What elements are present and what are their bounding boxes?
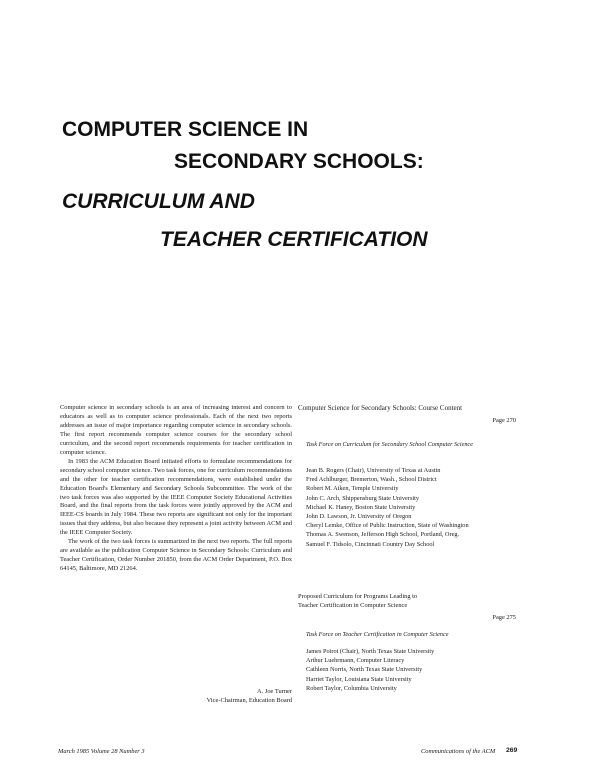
contents-heading: Computer Science for Secondary Schools: Course Content — [298, 404, 463, 412]
member-item: John D. Lawson, Jr. University of Oregon — [306, 513, 412, 521]
proposed-heading-line: Teacher Certification in Computer Science — [298, 601, 408, 609]
intro-paragraph: Computer science in secondary schools is an area of increasing interest and concern to educators as well as to computer science professionals. Each of the next two reports addresses an issue of major importance regarding computer science in secondary schools. The first report recommends computer science courses for the secondary school curriculum, and the second report recommends requirements for teacher certification in computer science. — [60, 404, 292, 456]
page-reference: Page 275 — [492, 614, 516, 621]
page-number: 269 — [506, 747, 518, 754]
member-item: Michael K. Haney, Boston State University — [306, 503, 416, 511]
task-force-heading: Task Force on Teacher Certification in Computer Science — [306, 631, 449, 638]
member-item: Jean B. Rogers (Chair), University of Texas at Austin — [306, 467, 441, 474]
proposed-heading-line: Proposed Curriculum for Programs Leading to — [298, 593, 418, 600]
page-reference: Page 270 — [492, 417, 516, 424]
title-line-2: SECONDARY SCHOOLS: — [174, 150, 424, 173]
intro-column — [60, 404, 292, 574]
proposed-curriculum-heading — [298, 593, 518, 611]
intro-paragraph: In 1983 the ACM Education Board initiated efforts to formulate recommendations for secondary school computer science. Two task forces, one for curriculum recommendations and the other for teacher certification recommendations, were established under the Education Board's Elementary and Secondary Schools Subcommittee. The work of the two task forces was also supported by the IEEE Computer Society Educational Activities Board, and the final reports from the task forces were jointly approved by the ACM and IEEE-CS boards in July 1984. These two reports are significant not only for the important issues that they address, but also because they represent a joint activity between ACM and the IEEE Computer Society. — [60, 457, 292, 537]
title-line-4: TEACHER CERTIFICATION — [160, 228, 428, 251]
member-item: Thomas A. Swenson, Jefferson High School, Portland, Oreg. — [306, 531, 460, 539]
title-line-1: COMPUTER SCIENCE IN — [62, 118, 309, 141]
member-item: John C. Arch, Shippensburg State University — [306, 494, 420, 502]
intro-paragraph: The work of the two task forces is summarized in the next two reports. The full reports are available as the publication Computer Science in Secondary Schools: Curriculum and Teacher Certification, Order Number 201850, from the ACM Order Department, P.O. Box 64145, Baltimore, MD 21264. — [60, 538, 292, 573]
signature-name: A. Joe Turner — [257, 688, 292, 695]
signature-role: Vice-Chairman, Education Board — [206, 697, 292, 704]
title-line-3: CURRICULUM AND — [62, 190, 255, 213]
member-item: Harriet Taylor, Louisiana State University — [306, 675, 412, 683]
member-list — [306, 647, 521, 693]
footer-journal-name: Communications of the ACM — [421, 748, 496, 755]
member-item: Arthur Luehrmann, Computer Literacy — [306, 657, 405, 665]
member-item: Robert M. Aiken, Temple University — [306, 485, 399, 493]
member-item: Cheryl Lemke, Office of Public Instruction, State of Washington — [306, 522, 469, 530]
member-item: Fred Achlburger, Bremerton, Wash., School District — [306, 476, 437, 484]
member-list — [306, 466, 521, 549]
footer-issue-info: March 1985 Volume 28 Number 3 — [58, 748, 145, 755]
task-force-heading: Task Force on Curriculum for Secondary School Computer Science — [306, 441, 473, 448]
member-item: Samuel F. Tidsolo, Cincinnati Country Day School — [306, 540, 435, 548]
member-item: Cathleen Norris, North Texas State University — [306, 666, 423, 674]
member-item: James Poirot (Chair), North Texas State University — [306, 648, 435, 655]
member-item: Robert Taylor, Columbia University — [306, 684, 397, 692]
